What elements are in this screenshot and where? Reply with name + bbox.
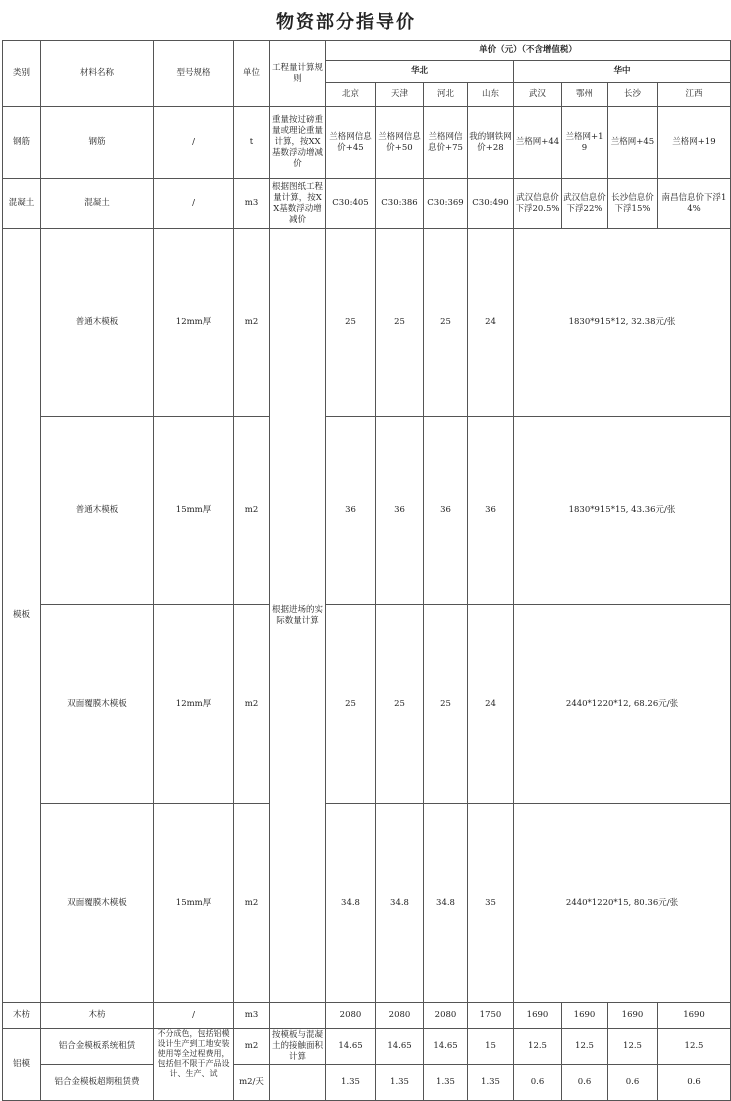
price-cell: 14.65 bbox=[376, 1029, 424, 1065]
material-name: 混凝土 bbox=[41, 179, 154, 229]
price-cell: 12.5 bbox=[562, 1029, 608, 1065]
price-cell: C30:369 bbox=[424, 179, 468, 229]
price-cell: 0.6 bbox=[658, 1065, 731, 1101]
spec-cell: 12mm厚 bbox=[154, 229, 234, 417]
category-cell: 模板 bbox=[3, 229, 41, 1003]
material-name: 铝合金模板系统租赁 bbox=[41, 1029, 154, 1065]
spec-cell: / bbox=[154, 107, 234, 179]
header-city: 天津 bbox=[376, 83, 424, 107]
category-cell: 混凝土 bbox=[3, 179, 41, 229]
rule-cell bbox=[270, 1065, 326, 1101]
price-table bbox=[2, 40, 731, 1101]
spec-cell: / bbox=[154, 179, 234, 229]
price-cell-central: 1830*915*12, 32.38元/张 bbox=[514, 229, 731, 417]
material-name: 木枋 bbox=[41, 1003, 154, 1029]
price-cell: 1.35 bbox=[468, 1065, 514, 1101]
category-cell: 木枋 bbox=[3, 1003, 41, 1029]
table-row bbox=[3, 1065, 731, 1101]
price-cell: 24 bbox=[468, 605, 514, 804]
rule-cell: 根据进场的实际数量计算 bbox=[270, 229, 326, 1003]
price-cell: 2080 bbox=[424, 1003, 468, 1029]
price-cell: 1690 bbox=[658, 1003, 731, 1029]
price-cell: 1690 bbox=[608, 1003, 658, 1029]
material-name: 普通木模板 bbox=[41, 417, 154, 605]
price-cell: C30:490 bbox=[468, 179, 514, 229]
price-cell: 25 bbox=[424, 229, 468, 417]
price-cell: 14.65 bbox=[424, 1029, 468, 1065]
price-cell: 我的钢铁网价+28 bbox=[468, 107, 514, 179]
price-cell: 兰格网+19 bbox=[562, 107, 608, 179]
header-city: 鄂州 bbox=[562, 83, 608, 107]
material-name: 铝合金模板超期租赁费 bbox=[41, 1065, 154, 1101]
price-cell: C30:386 bbox=[376, 179, 424, 229]
price-cell: 长沙信息价下浮15% bbox=[608, 179, 658, 229]
price-cell: 兰格网信息价+50 bbox=[376, 107, 424, 179]
unit-cell: m2 bbox=[234, 229, 270, 417]
price-cell: 25 bbox=[424, 605, 468, 804]
price-cell: 兰格网+19 bbox=[658, 107, 731, 179]
table-row bbox=[3, 179, 731, 229]
rule-cell: 按模板与混凝土的接触面积计算 bbox=[270, 1029, 326, 1065]
header-region-central: 华中 bbox=[514, 61, 731, 83]
unit-cell: m2 bbox=[234, 804, 270, 1003]
unit-cell: m2 bbox=[234, 417, 270, 605]
price-cell: 36 bbox=[376, 417, 424, 605]
header-category: 类别 bbox=[3, 41, 41, 107]
material-name: 钢筋 bbox=[41, 107, 154, 179]
price-cell: 24 bbox=[468, 229, 514, 417]
price-cell: 1.35 bbox=[376, 1065, 424, 1101]
spec-cell: 12mm厚 bbox=[154, 605, 234, 804]
rule-cell: 根据图纸工程量计算，按XX基数浮动增减价 bbox=[270, 179, 326, 229]
price-cell-central: 2440*1220*12, 68.26元/张 bbox=[514, 605, 731, 804]
header-city: 武汉 bbox=[514, 83, 562, 107]
price-cell: 兰格网+44 bbox=[514, 107, 562, 179]
table-row bbox=[3, 804, 731, 1003]
price-cell: 1750 bbox=[468, 1003, 514, 1029]
header-rule: 工程量计算规则 bbox=[270, 41, 326, 107]
price-cell: 35 bbox=[468, 804, 514, 1003]
price-cell: 36 bbox=[326, 417, 376, 605]
price-cell: 1.35 bbox=[326, 1065, 376, 1101]
price-cell-central: 2440*1220*15, 80.36元/张 bbox=[514, 804, 731, 1003]
table-row bbox=[3, 1003, 731, 1029]
header-price: 单价（元）（不含增值税） bbox=[326, 41, 731, 61]
price-cell: 25 bbox=[376, 229, 424, 417]
header-city: 长沙 bbox=[608, 83, 658, 107]
rule-cell bbox=[270, 1003, 326, 1029]
unit-cell: m2 bbox=[234, 1029, 270, 1065]
header-city: 北京 bbox=[326, 83, 376, 107]
price-cell: 25 bbox=[326, 605, 376, 804]
category-cell: 钢筋 bbox=[3, 107, 41, 179]
price-cell: 武汉信息价下浮22% bbox=[562, 179, 608, 229]
price-cell: 12.5 bbox=[658, 1029, 731, 1065]
header-city: 山东 bbox=[468, 83, 514, 107]
price-cell: C30:405 bbox=[326, 179, 376, 229]
price-cell: 1690 bbox=[514, 1003, 562, 1029]
unit-cell: m3 bbox=[234, 1003, 270, 1029]
table-row bbox=[3, 605, 731, 804]
price-cell: 1690 bbox=[562, 1003, 608, 1029]
spec-cell: 不分成色，包括铝模设计生产到工地安装使用等全过程费用，包括但不限于产品设计、生产、试 bbox=[154, 1029, 234, 1101]
price-cell: 12.5 bbox=[608, 1029, 658, 1065]
table-row bbox=[3, 1029, 731, 1065]
material-name: 双面覆膜木模板 bbox=[41, 804, 154, 1003]
price-cell: 1.35 bbox=[424, 1065, 468, 1101]
material-name: 双面覆膜木模板 bbox=[41, 605, 154, 804]
price-cell: 36 bbox=[424, 417, 468, 605]
price-cell: 34.8 bbox=[424, 804, 468, 1003]
price-cell: 34.8 bbox=[376, 804, 424, 1003]
price-cell: 2080 bbox=[376, 1003, 424, 1029]
spec-cell: 15mm厚 bbox=[154, 417, 234, 605]
unit-cell: m2 bbox=[234, 605, 270, 804]
price-cell: 34.8 bbox=[326, 804, 376, 1003]
price-cell: 0.6 bbox=[514, 1065, 562, 1101]
price-cell: 0.6 bbox=[608, 1065, 658, 1101]
header-spec: 型号规格 bbox=[154, 41, 234, 107]
unit-cell: t bbox=[234, 107, 270, 179]
page-title: 物资部分指导价 bbox=[276, 12, 416, 33]
spec-cell: 15mm厚 bbox=[154, 804, 234, 1003]
price-cell-central: 1830*915*15, 43.36元/张 bbox=[514, 417, 731, 605]
price-cell: 12.5 bbox=[514, 1029, 562, 1065]
price-cell: 25 bbox=[376, 605, 424, 804]
price-cell: 0.6 bbox=[562, 1065, 608, 1101]
price-cell: 兰格网信息价+45 bbox=[326, 107, 376, 179]
price-cell: 14.65 bbox=[326, 1029, 376, 1065]
price-cell: 15 bbox=[468, 1029, 514, 1065]
price-cell: 兰格网信息价+75 bbox=[424, 107, 468, 179]
table-row bbox=[3, 107, 731, 179]
price-cell: 南昌信息价下浮14% bbox=[658, 179, 731, 229]
price-cell: 2080 bbox=[326, 1003, 376, 1029]
table-row bbox=[3, 417, 731, 605]
unit-cell: m2/天 bbox=[234, 1065, 270, 1101]
unit-cell: m3 bbox=[234, 179, 270, 229]
header-city: 江西 bbox=[658, 83, 731, 107]
header-unit: 单位 bbox=[234, 41, 270, 107]
material-name: 普通木模板 bbox=[41, 229, 154, 417]
rule-cell: 重量按过磅重量或理论重量计算，按XX基数浮动增减价 bbox=[270, 107, 326, 179]
price-cell: 兰格网+45 bbox=[608, 107, 658, 179]
header-city: 河北 bbox=[424, 83, 468, 107]
header-region-north: 华北 bbox=[326, 61, 514, 83]
category-cell: 铝模 bbox=[3, 1029, 41, 1101]
price-cell: 25 bbox=[326, 229, 376, 417]
price-cell: 武汉信息价下浮20.5% bbox=[514, 179, 562, 229]
price-cell: 36 bbox=[468, 417, 514, 605]
header-material: 材料名称 bbox=[41, 41, 154, 107]
spec-cell: / bbox=[154, 1003, 234, 1029]
table-row bbox=[3, 229, 731, 417]
